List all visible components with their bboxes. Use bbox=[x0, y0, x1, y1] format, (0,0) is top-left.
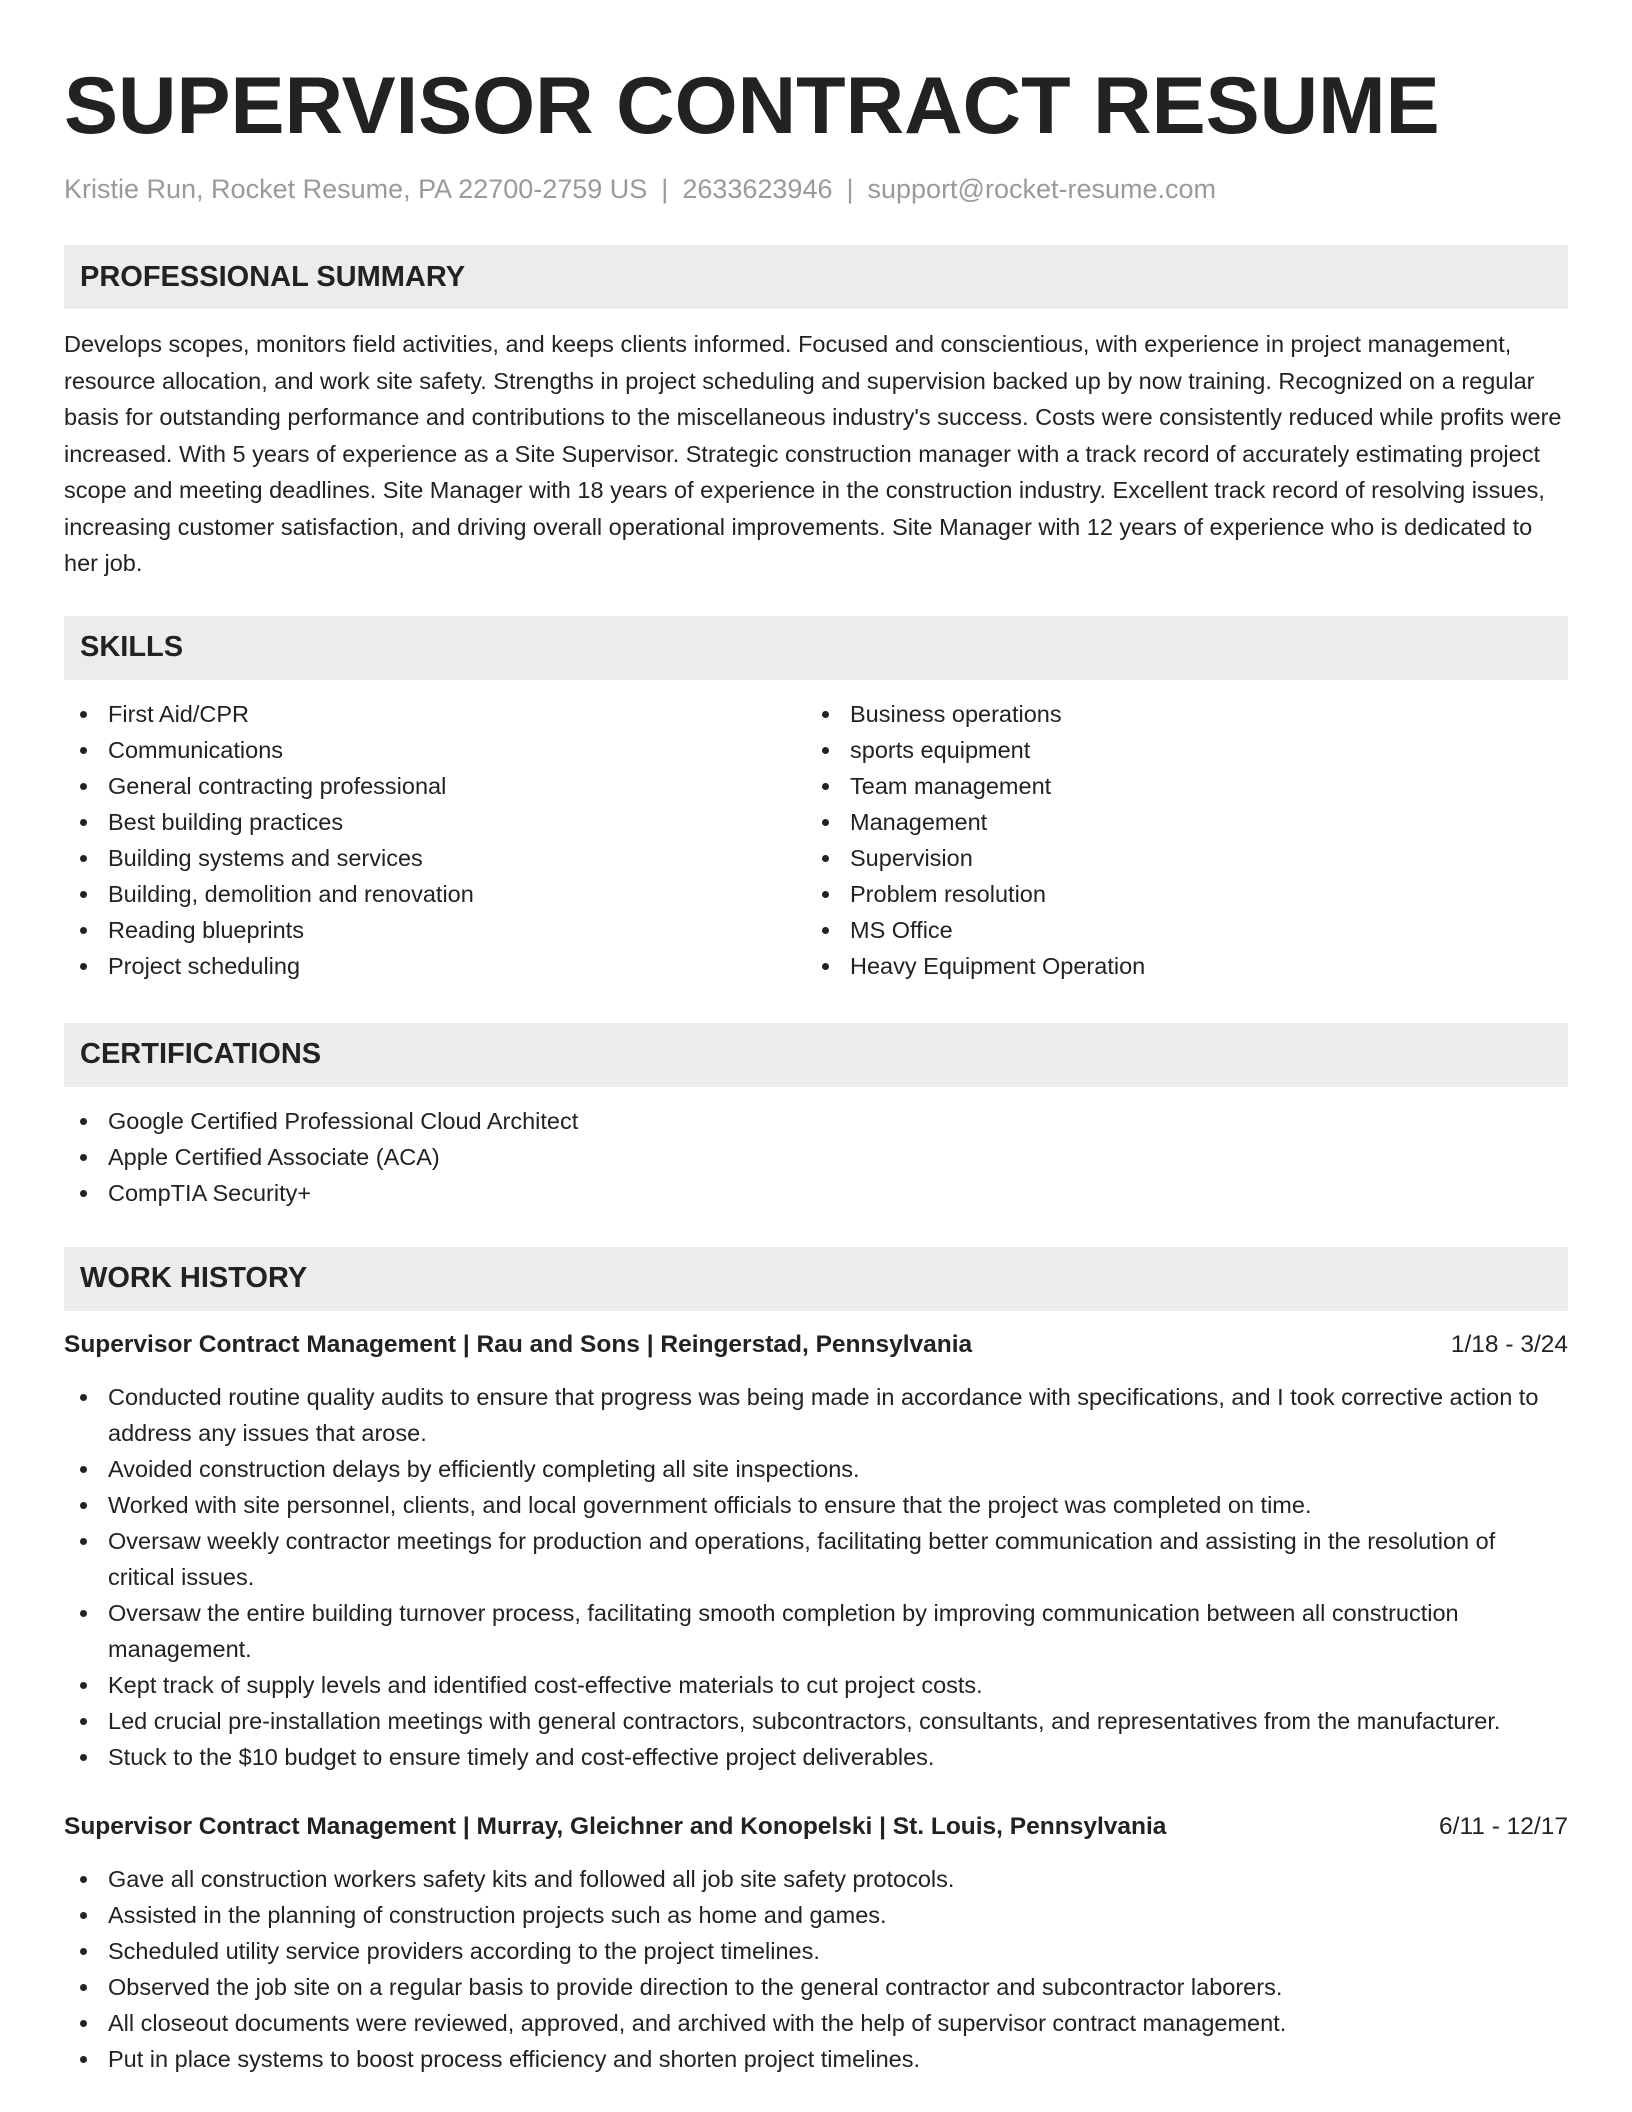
skill-item: MS Office bbox=[806, 912, 1548, 948]
job-bullet: Scheduled utility service providers according to the project timelines. bbox=[64, 1933, 1568, 1969]
job-bullet: Avoided construction delays by efficiently completing all site inspections. bbox=[64, 1451, 1568, 1487]
certifications-list bbox=[64, 1103, 1568, 1211]
job-bullet: Put in place systems to boost process efficiency and shorten project timelines. bbox=[64, 2041, 1568, 2077]
job-dates: 6/11 - 12/17 bbox=[1439, 1812, 1568, 1840]
certification-item: Google Certified Professional Cloud Architect bbox=[64, 1103, 1568, 1139]
summary-text: Develops scopes, monitors field activities, and keeps clients informed. Focused and conscientious, with experience in project management, resource allocation, and work site safety. Strengths in project scheduling and supervision backed up by now training. Recognized on a regular basis for outstanding performance and contributions to the miscellaneous industry's success. Costs were consistently reduced while profits were increased. With 5 years of experience as a Site Supervisor. Strategic construction manager with a track record of accurately estimating project scope and meeting deadlines. Site Manager with 18 years of experience in the construction industry. Excellent track record of resolving issues, increasing customer satisfaction, and driving overall operational improvements. Site Manager with 12 years of experience who is dedicated to her job. bbox=[64, 331, 1562, 576]
resume-title: SUPERVISOR CONTRACT RESUME bbox=[64, 61, 1440, 151]
contact-separator: | bbox=[846, 174, 854, 204]
job-dates: 1/18 - 3/24 bbox=[1450, 1330, 1568, 1358]
contact-line bbox=[64, 172, 1568, 206]
contact-phone: 2633623946 bbox=[682, 174, 833, 204]
skills-right-list bbox=[806, 696, 1548, 984]
skill-item: Reading blueprints bbox=[64, 912, 806, 948]
job-bullet-list bbox=[64, 1861, 1568, 2077]
skill-item: Problem resolution bbox=[806, 876, 1548, 912]
skill-item: General contracting professional bbox=[64, 768, 806, 804]
certification-item: CompTIA Security+ bbox=[64, 1175, 1568, 1211]
job-bullet: Kept track of supply levels and identified cost-effective materials to cut project costs. bbox=[64, 1667, 1568, 1703]
skill-item: Building, demolition and renovation bbox=[64, 876, 806, 912]
job-bullet: Led crucial pre-installation meetings with general contractors, subcontractors, consultants, and representatives from the manufacturer. bbox=[64, 1703, 1568, 1739]
skill-item: Project scheduling bbox=[64, 948, 806, 984]
certifications-heading: CERTIFICATIONS bbox=[64, 1023, 1568, 1087]
job-bullet: Oversaw the entire building turnover process, facilitating smooth completion by improving communication between all construction management. bbox=[64, 1595, 1568, 1667]
job-bullet: Gave all construction workers safety kits and followed all job site safety protocols. bbox=[64, 1861, 1568, 1897]
job-bullet: Conducted routine quality audits to ensure that progress was being made in accordance with specifications, and I took corrective action to address any issues that arose. bbox=[64, 1379, 1568, 1451]
job-title: Supervisor Contract Management | Murray, Gleichner and Konopelski | St. Louis, Pennsylvania bbox=[64, 1812, 1167, 1840]
skill-item: Team management bbox=[806, 768, 1548, 804]
contact-address: Kristie Run, Rocket Resume, PA 22700-2759 US bbox=[64, 174, 648, 204]
job-header bbox=[64, 1809, 1568, 1845]
skill-item: Heavy Equipment Operation bbox=[806, 948, 1548, 984]
job-bullet: All closeout documents were reviewed, approved, and archived with the help of supervisor contract management. bbox=[64, 2005, 1568, 2041]
job-bullet-list bbox=[64, 1379, 1568, 1775]
skills-heading: SKILLS bbox=[64, 616, 1568, 680]
job-bullet: Assisted in the planning of construction projects such as home and games. bbox=[64, 1897, 1568, 1933]
job-bullet: Oversaw weekly contractor meetings for production and operations, facilitating better communication and assisting in the resolution of critical issues. bbox=[64, 1523, 1568, 1595]
skills-left-list bbox=[64, 696, 806, 984]
skill-item: Best building practices bbox=[64, 804, 806, 840]
certification-item: Apple Certified Associate (ACA) bbox=[64, 1139, 1568, 1175]
skill-item: Supervision bbox=[806, 840, 1548, 876]
job-bullet: Worked with site personnel, clients, and local government officials to ensure that the project was completed on time. bbox=[64, 1487, 1568, 1523]
skill-item: Building systems and services bbox=[64, 840, 806, 876]
summary-heading: PROFESSIONAL SUMMARY bbox=[64, 245, 1568, 309]
skill-item: First Aid/CPR bbox=[64, 696, 806, 732]
contact-email: support@rocket-resume.com bbox=[867, 174, 1217, 204]
skill-item: Management bbox=[806, 804, 1548, 840]
job-header bbox=[64, 1327, 1568, 1363]
job-title: Supervisor Contract Management | Rau and Sons | Reingerstad, Pennsylvania bbox=[64, 1330, 973, 1358]
skill-item: Business operations bbox=[806, 696, 1548, 732]
work-history-heading: WORK HISTORY bbox=[64, 1247, 1568, 1311]
job-bullet: Stuck to the $10 budget to ensure timely and cost-effective project deliverables. bbox=[64, 1739, 1568, 1775]
skill-item: Communications bbox=[64, 732, 806, 768]
skills-columns bbox=[64, 696, 1568, 984]
job-bullet: Observed the job site on a regular basis to provide direction to the general contractor and subcontractor laborers. bbox=[64, 1969, 1568, 2005]
contact-separator: | bbox=[661, 174, 669, 204]
skill-item: sports equipment bbox=[806, 732, 1548, 768]
